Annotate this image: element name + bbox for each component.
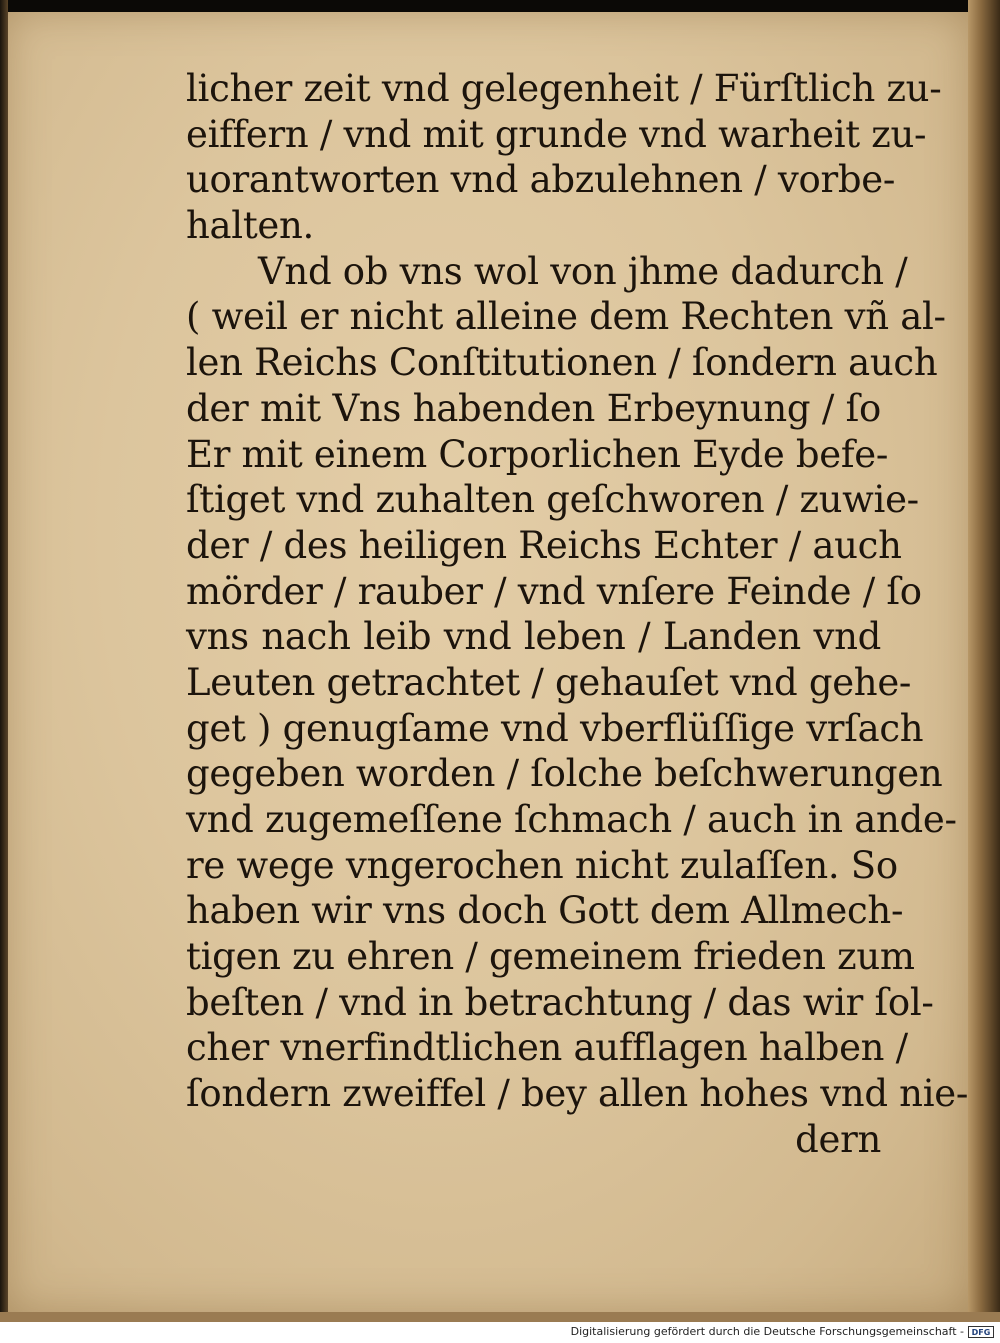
text-line: halten. [186, 204, 314, 248]
digitization-footer [0, 1322, 1000, 1343]
text-line: len Reichs Conſtitutionen / ſondern auch [186, 341, 938, 385]
text-line: Vnd ob vns wol von jhme dadurch / [258, 249, 908, 293]
catchword: dern [795, 1117, 881, 1161]
scanner-bottom-border [0, 1312, 1000, 1322]
funding-notice: Digitalisierung gefördert durch die Deutsche Forschungsgemeinschaft - [570, 1325, 964, 1338]
text-line: mörder / rauber / vnd vnſere Feinde / ſo [186, 569, 922, 613]
text-line: ( weil er nicht alleine dem Rechten vñ al- [186, 295, 946, 339]
text-line: der / des heiligen Reichs Echter / auch [186, 523, 902, 567]
text-line: Er mit einem Corporlichen Eyde befe- [186, 432, 889, 476]
text-line: tigen zu ehren / gemeinem frieden zum [186, 935, 915, 979]
text-line: licher zeit vnd gelegenheit / Fürſtlich zu- [186, 67, 942, 110]
text-line: eiffern / vnd mit grunde vnd warheit zu- [186, 112, 927, 156]
text-line: ſtiget vnd zuhalten geſchworen / zuwie- [186, 478, 919, 522]
text-line: beſten / vnd in betrachtung / das wir ſol- [186, 980, 934, 1024]
page-text [186, 66, 969, 1163]
text-line: get ) genugſame vnd vberflüſſige vrſach [186, 706, 924, 750]
text-line: gegeben worden / ſolche beſchwerungen [186, 752, 943, 796]
book-edge [968, 0, 1000, 1322]
dfg-logo: DFG [968, 1326, 994, 1338]
text-line: vns nach leib vnd leben / Landen vnd [186, 615, 881, 659]
text-line: Leuten getrachtet / gehauſet vnd gehe- [186, 660, 912, 704]
text-line: der mit Vns habenden Erbeynung / ſo [186, 386, 881, 430]
text-line: cher vnerfindtlichen aufflagen halben / [186, 1026, 908, 1070]
text-line: re wege vngerochen nicht zulaſſen. So [186, 843, 898, 887]
scanner-left-border [0, 0, 8, 1322]
text-line: vnd zugemeſſene ſchmach / auch in ande- [186, 798, 957, 841]
text-line: uorantworten vnd abzulehnen / vorbe- [186, 158, 896, 202]
text-line: haben wir vns doch Gott dem Allmech- [186, 889, 904, 933]
scanner-top-border [0, 0, 1000, 12]
text-line: ſondern zweiffel / bey allen hohes vnd nie- [186, 1072, 969, 1116]
